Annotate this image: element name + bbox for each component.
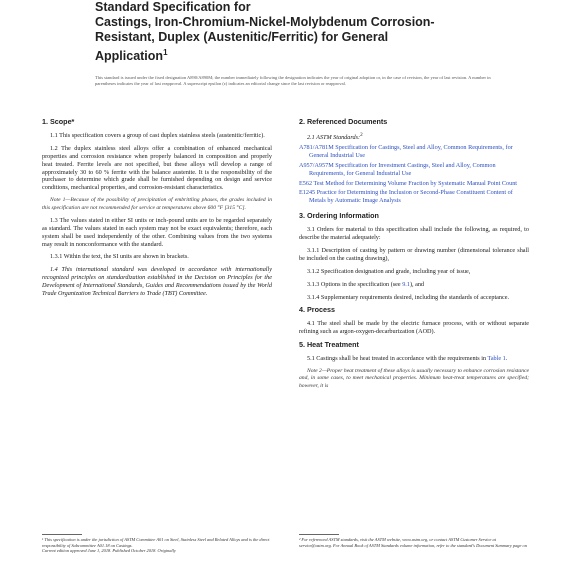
- title-line-3: Resistant, Duplex (Austenitic/Ferritic) for General: [95, 30, 389, 44]
- ref-item[interactable]: [299, 162, 529, 178]
- note-2: Note 2—Proper heat treatment of these alloys is usually necessary to enhance corrosion resistance and, in some cases, to meet mechanical properties. Minimum heat-treat temperatures are specified; however, it is: [299, 368, 529, 389]
- footnote-1-edition: Current edition approved June 1, 2018. Published October 2018. Originally: [42, 548, 176, 554]
- paragraph-1-4: 1.4 This international standard was developed in accordance with internationally recognized principles on standardization established in the Decision on Principles for the Development of International Standards, Guides and Recommendations issued by the World Trade Organization Technical Barriers to Trade (TBT) Committee.: [42, 266, 272, 298]
- title-line-4: [95, 45, 495, 64]
- scope-heading: 1. Scope*: [42, 117, 75, 126]
- astm-standards-label: 2.1 ASTM Standards:: [307, 133, 361, 141]
- paragraph-1-2: 1.2 The duplex stainless steel alloys offer a combination of enhanced mechanical properties and corrosion resistance when properly balanced in composition and properly heat treated. Ferrite levels are not specified, but these alloys will develop a range of approximately 30 to 60 % ferrite with the balance austenite. It is the responsibility of the purchaser to determine which grade shall be furnished depending on design and service conditions, mechanical properties, and corrosion-resistant characteristics.: [42, 144, 272, 192]
- heat-treatment-heading: 5. Heat Treatment: [299, 340, 359, 350]
- paragraph-5-1-text: 5.1 Castings shall be heat treated in accordance with the requirements in: [307, 355, 488, 363]
- document-title: [95, 0, 495, 64]
- ref-title[interactable]: Specification for Investment Castings, Steel and Alloy, Common Requirements, for General Industrial Use: [309, 161, 496, 177]
- paragraph-3-1-1: 3.1.1 Description of casting by pattern or drawing number (dimensional tolerance shall be included on the casting drawing),: [299, 246, 529, 262]
- designation-preamble: This standard is issued under the fixed designation A890/A890M; the number immediately following the designation indicates the year of original adoption or, in the case of revision, the year of last revision. A number in parentheses indicates the year of last reapproval. A superscript epsilon (ε) indicates an editorial change since the last revision or reapproval.: [95, 75, 491, 86]
- ordering-information-heading: 3. Ordering Information: [299, 211, 379, 221]
- paragraph-4-1: 4.1 The steel shall be made by the electric furnace process, with or without separate refining such as argon-oxygen-decarburization (AOD).: [299, 320, 529, 336]
- ref-title[interactable]: Test Method for Determining Volume Fraction by Systematic Manual Point Count: [313, 179, 518, 187]
- paragraph-1-1: 1.1 This specification covers a group of cast duplex stainless steels (austenitic/ferritic).: [50, 131, 265, 139]
- title-line-4-text: Application: [95, 49, 164, 64]
- paragraph-3-1: 3.1 Orders for material to this specification shall include the following, as required, to describe the material adequately:: [299, 226, 529, 242]
- section-9-1-link[interactable]: 9.1: [402, 280, 410, 288]
- astm-standards-footnote-mark: 2: [360, 131, 363, 138]
- right-footnote-rule: [299, 534, 339, 535]
- right-column: [299, 118, 529, 395]
- title-footnote-mark: 1: [163, 48, 168, 57]
- ref-title[interactable]: Practice for Determining the Inclusion or Second-Phase Constituent Content of Metals by Automatic Image Analysis: [309, 189, 513, 205]
- paragraph-3-1-2: 3.1.2 Specification designation and grade, including year of issue,: [307, 267, 471, 275]
- footnote-1: [42, 537, 270, 554]
- table-1-link[interactable]: Table 1: [487, 355, 506, 363]
- process-heading: 4. Process: [299, 305, 335, 315]
- paragraph-1-3-1: 1.3.1 Within the text, the SI units are shown in brackets.: [50, 253, 189, 261]
- title-line-2: Castings, Iron-Chromium-Nickel-Molybdenum Corrosion-: [95, 15, 435, 29]
- paragraph-5-1-end: .: [505, 355, 508, 363]
- ref-code-link[interactable]: A781/A781M: [299, 143, 334, 151]
- ref-code-link[interactable]: E1245: [299, 189, 316, 197]
- ref-code-link[interactable]: A957/A957M: [299, 161, 334, 169]
- ref-item[interactable]: [299, 144, 529, 160]
- paragraph-3-1-3-text: 3.1.3 Options in the specification (see: [307, 280, 403, 288]
- paragraph-5-1: [299, 355, 529, 363]
- paragraph-2-1: [299, 132, 529, 142]
- paragraph-1-3: 1.3 The values stated in either SI units or inch-pound units are to be regarded separately as standard. The values stated in each system may not be exact equivalents; therefore, each system shall be used independently of the other. Combining values from the two systems may result in nonconformance with the standard.: [42, 216, 272, 248]
- footnote-1-text: ¹ This specification is under the jurisdiction of ASTM Committee A01 on Steel, Stainless Steel and Related Alloys and is the direct responsibility of Subcommittee A01.18 on Castings.: [42, 537, 270, 548]
- ref-code-link[interactable]: E562: [299, 179, 313, 187]
- footnote-2: ² For referenced ASTM standards, visit the ASTM website, www.astm.org, or contact ASTM Customer Service at service@astm.org. For Annual Book of ASTM Standards volume information, refer to the standard's Document Summary page on: [299, 537, 527, 548]
- ref-item[interactable]: [299, 180, 529, 188]
- title-line-1: Standard Specification for: [95, 0, 251, 14]
- referenced-documents-heading: 2. Referenced Documents: [299, 117, 388, 126]
- ref-item[interactable]: [299, 189, 529, 205]
- paragraph-3-1-3: [299, 281, 529, 289]
- left-column: [42, 118, 272, 303]
- paragraph-3-1-3-end: ), and: [409, 280, 425, 288]
- note-1: Note 1—Because of the possibility of precipitation of embrittling phases, the grades included in this specification are not recommended for service at temperatures above 600 °F [315 °C].: [42, 197, 272, 211]
- ref-title[interactable]: Specification for Castings, Steel and Alloy, Common Requirements, for General Industrial Use: [309, 143, 513, 159]
- left-footnote-rule: [42, 534, 82, 535]
- paragraph-3-1-4: 3.1.4 Supplementary requirements desired, including the standards of acceptance.: [307, 293, 510, 301]
